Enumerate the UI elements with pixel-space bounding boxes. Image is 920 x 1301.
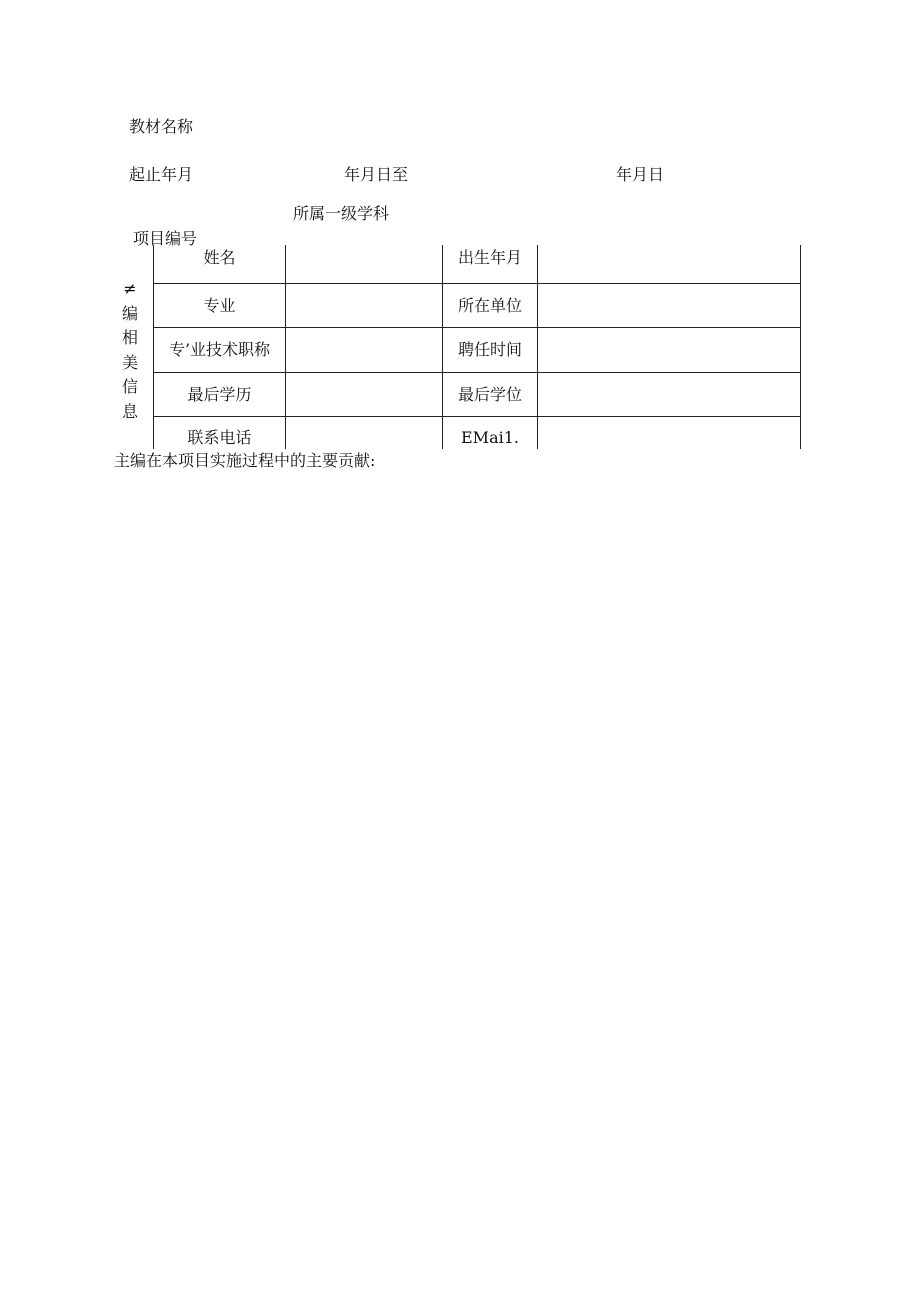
period-label: 起止年月 [129, 165, 194, 184]
editor-info-table [153, 245, 801, 449]
affiliation-label: 所在单位 [457, 295, 522, 315]
side-label-char: ≠ [123, 279, 137, 298]
major-value-cell[interactable] [286, 284, 442, 327]
professional-title-value-cell[interactable] [286, 328, 442, 372]
highest-degree-value-cell[interactable] [538, 373, 800, 416]
period-start-label: 年月日至 [344, 165, 409, 184]
side-label-char: 编 [121, 303, 138, 323]
textbook-name-label: 教材名称 [129, 117, 194, 136]
project-number-label: 项目编号 [133, 229, 198, 248]
name-value-cell[interactable] [286, 245, 442, 283]
highest-degree-label: 最后学位 [457, 384, 522, 404]
appointment-date-value-cell[interactable] [538, 328, 800, 372]
email-value-cell[interactable] [538, 417, 800, 449]
appointment-date-label: 聘任时间 [457, 340, 522, 359]
editor-info-side-label [119, 277, 141, 424]
side-label-char: 美 [121, 352, 138, 372]
professional-title-label: 专’业技术职称 [168, 340, 271, 359]
birth-date-label: 出生年月 [457, 248, 522, 267]
birth-date-value-cell[interactable] [538, 245, 800, 283]
highest-education-value-cell[interactable] [286, 373, 442, 416]
side-label-char: 息 [121, 401, 138, 421]
major-label: 专业 [203, 295, 236, 315]
highest-education-label: 最后学历 [187, 384, 252, 404]
phone-value-cell[interactable] [286, 417, 442, 449]
email-label: EMai1. [461, 428, 519, 447]
discipline-label: 所属一级学科 [293, 204, 390, 223]
period-end-label: 年月日 [616, 165, 665, 184]
main-contribution-label: 主编在本项目实施过程中的主要贡献: [114, 451, 376, 470]
name-label: 姓名 [203, 248, 236, 267]
phone-label: 联系电话 [187, 428, 252, 447]
side-label-char: 信 [121, 377, 138, 396]
side-label-char: 相 [121, 328, 138, 347]
affiliation-value-cell[interactable] [538, 284, 800, 327]
